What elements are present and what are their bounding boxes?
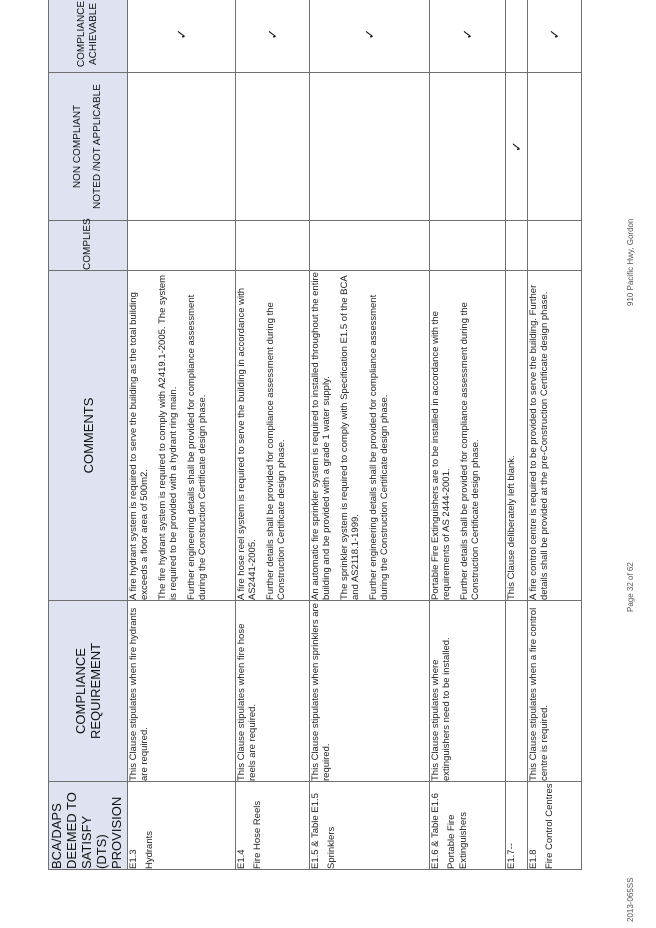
- comment-paragraph: Further engineering details shall be provided for compliance assessment during the Construction Certificate design phase.: [185, 294, 209, 600]
- compliance-table: [48, 0, 582, 870]
- provision-cell: [128, 782, 236, 870]
- provision-code: E1.6 & Table E1.6: [430, 793, 441, 869]
- comments-cell: [310, 271, 430, 601]
- header-row: [49, 0, 128, 870]
- comments-cell: [430, 271, 506, 601]
- table-row: [506, 0, 528, 870]
- complies-cell: [506, 221, 528, 271]
- header-complies: COMPLIES: [49, 221, 128, 271]
- comment-paragraph: Further engineering details shall be provided for compliance assessment during the Construction Certificate design phase.: [367, 294, 391, 600]
- comments-cell: [128, 271, 236, 601]
- comment-paragraph: Further details shall be provided for compliance assessment during the Construction Certificate design phase.: [458, 302, 482, 600]
- provision-code: E1.7--: [506, 843, 517, 869]
- achievable-cell: [506, 0, 528, 73]
- complies-cell: [128, 221, 236, 271]
- comment-paragraph: The sprinkler system is required to comply with Specification E1.5 of the BCA and AS2118.1-1999.: [338, 275, 362, 600]
- provision-cell: [506, 782, 528, 870]
- header-non-compliant: NON COMPLIANT: [72, 104, 83, 189]
- footer-doc-number: 2013-065SS: [626, 877, 635, 922]
- provision-title: Fire Hose Reels: [252, 800, 264, 869]
- achievable-check-icon: ✓: [430, 0, 506, 73]
- comments-cell: [506, 271, 528, 601]
- comment-paragraph: A fire hydrant system is required to serve the building as the total building exceeds a floor area of 500m2.: [128, 292, 151, 600]
- achievable-check-icon: ✓: [310, 0, 430, 73]
- comment-paragraph: Further details shall be provided for compliance assessment during the Construction Certificate design phase.: [264, 302, 288, 600]
- header-status-group: [49, 73, 128, 221]
- header-requirement: COMPLIANCE REQUIREMENT: [49, 601, 128, 782]
- requirement-cell: This Clause stipulates when fire hydrants are required.: [128, 601, 236, 782]
- provision-title: Sprinklers: [326, 826, 338, 869]
- footer-page-number: Page 32 of 62: [626, 562, 635, 612]
- footer-address: 910 Pacific Hwy, Gordon: [626, 218, 635, 306]
- complies-cell: [430, 221, 506, 271]
- noted-cell: [528, 73, 582, 221]
- provision-cell: [310, 782, 430, 870]
- provision-code: E1.5 & Table E1.5: [310, 793, 321, 869]
- comment-paragraph: An automatic fire sprinkler system is required to installed throughout the entire building and be provided with a grade 1 water supply.: [310, 272, 333, 600]
- achievable-check-icon: ✓: [128, 0, 236, 73]
- noted-cell: [128, 73, 236, 221]
- provision-cell: [430, 782, 506, 870]
- comment-paragraph: This Clause deliberately left blank.: [506, 455, 517, 600]
- provision-cell: [236, 782, 310, 870]
- comment-paragraph: A fire hose reel system is required to serve the building in accordance with AS2441-2005.: [236, 287, 259, 600]
- achievable-check-icon: ✓: [528, 0, 582, 73]
- header-achievable: COMPLIANCE ACHIEVABLE: [49, 0, 128, 73]
- complies-cell: [310, 221, 430, 271]
- provision-title: Hydrants: [144, 830, 156, 869]
- provision-title: Fire Control Centres: [544, 783, 556, 869]
- noted-cell: [430, 73, 506, 221]
- complies-cell: [236, 221, 310, 271]
- table-row: [528, 0, 582, 870]
- requirement-cell: This Clause stipulates where extinguishers need to be installed.: [430, 601, 506, 782]
- requirement-cell: This Clause stipulates when sprinklers are required.: [310, 601, 430, 782]
- provision-code: E1.4: [236, 849, 247, 869]
- requirement-cell: This Clause stipulates when a fire control centre is required.: [528, 601, 582, 782]
- noted-cell: [310, 73, 430, 221]
- noted-check-icon: ✓: [506, 73, 528, 221]
- provision-code: E1.8: [528, 849, 539, 869]
- noted-cell: [236, 73, 310, 221]
- achievable-check-icon: ✓: [236, 0, 310, 73]
- header-provision: BCA/DAPS DEEMED TO SATISFY (DTS) PROVISION: [49, 782, 128, 870]
- requirement-cell: [506, 601, 528, 782]
- table-row: [430, 0, 506, 870]
- header-noted: NOTED /NOT APPLICABLE: [92, 84, 103, 209]
- comment-paragraph: Portable Fire Extinguishers are to be installed in accordance with the requirements of AS 2444-2001.: [430, 311, 453, 600]
- comment-paragraph: The fire hydrant system is required to comply with A2419.1-2005. The system is required to be provided with a hydrant ring main.: [156, 274, 180, 600]
- provision-code: E1.3: [128, 849, 139, 869]
- complies-cell: [528, 221, 582, 271]
- provision-cell: [528, 782, 582, 870]
- table-row: [310, 0, 430, 870]
- provision-title: Portable Fire Extinguishers: [446, 811, 469, 869]
- requirement-cell: This Clause stipulates when fire hose reels are required.: [236, 601, 310, 782]
- table-row: [128, 0, 236, 870]
- comments-cell: [236, 271, 310, 601]
- table-row: [236, 0, 310, 870]
- comment-paragraph: A fire control centre is required to be provided to serve the building. Further details shall be provided at the pre-Construction Certificate design phase.: [528, 284, 551, 600]
- header-comments: COMMENTS: [49, 271, 128, 601]
- comments-cell: [528, 271, 582, 601]
